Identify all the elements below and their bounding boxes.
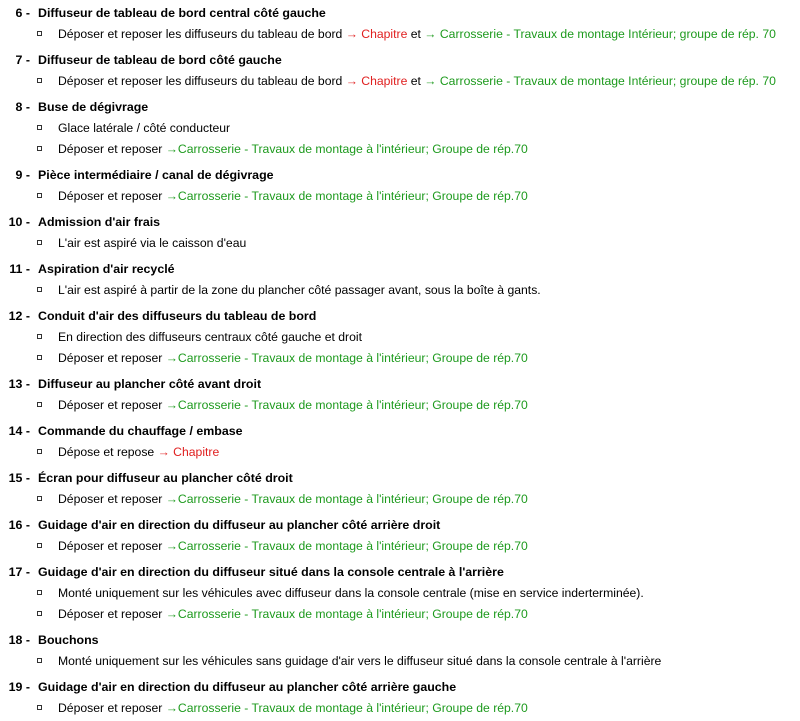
item-text-segment: Déposer et reposer xyxy=(58,492,166,506)
entry-number: 18 - xyxy=(8,633,30,647)
item-text-segment: et xyxy=(407,74,425,88)
item-text-segment: Monté uniquement sur les véhicules sans guidage d'air vers le diffuseur situé dans la console centrale à l'arrière xyxy=(58,654,662,668)
carrosserie-link[interactable]: →Carrosserie - Travaux de montage à l'intérieur; Groupe de rép.70 xyxy=(165,607,528,621)
item-text-segment: L'air est aspiré à partir de la zone du plancher côté passager avant, sous la boîte à gants. xyxy=(58,283,541,297)
list-item xyxy=(0,538,800,554)
entry-title: Guidage d'air en direction du diffuseur au plancher côté arrière droit xyxy=(38,518,441,532)
carrosserie-link[interactable]: →Carrosserie - Travaux de montage à l'intérieur; Groupe de rép.70 xyxy=(165,398,528,412)
list-item-text xyxy=(58,606,528,622)
item-text-segment: Déposer et reposer les diffuseurs du tableau de bord xyxy=(58,27,346,41)
entry-heading xyxy=(0,423,780,439)
square-bullet-icon xyxy=(37,496,42,501)
square-bullet-icon xyxy=(37,449,42,454)
entry-title: Bouchons xyxy=(38,633,99,647)
entry-heading xyxy=(0,99,780,115)
list-item xyxy=(0,606,800,622)
entry-number: 15 - xyxy=(8,471,30,485)
list-item-text xyxy=(58,329,362,345)
entry-heading xyxy=(0,564,780,580)
list-item xyxy=(0,73,800,89)
item-text-segment: Déposer et reposer les diffuseurs du tableau de bord xyxy=(58,74,346,88)
entry-title: Guidage d'air en direction du diffuseur situé dans la console centrale à l'arrière xyxy=(38,565,504,579)
item-text-segment: Déposer et reposer xyxy=(58,142,166,156)
item-text-segment: L'air est aspiré via le caisson d'eau xyxy=(58,236,247,250)
square-bullet-icon xyxy=(37,355,42,360)
item-text-segment: Déposer et reposer xyxy=(58,539,166,553)
list-item xyxy=(0,141,800,157)
entry-heading xyxy=(0,376,780,392)
entry-title: Admission d'air frais xyxy=(38,215,161,229)
item-text-segment: Glace latérale / côté conducteur xyxy=(58,121,231,135)
square-bullet-icon xyxy=(37,705,42,710)
square-bullet-icon xyxy=(37,543,42,548)
list-item xyxy=(0,700,800,716)
entry-title: Diffuseur au plancher côté avant droit xyxy=(38,377,262,391)
entry-number: 12 - xyxy=(8,309,30,323)
carrosserie-link[interactable]: →Carrosserie - Travaux de montage à l'intérieur; Groupe de rép.70 xyxy=(165,142,528,156)
list-item xyxy=(0,350,800,366)
list-item-text xyxy=(58,188,528,204)
carrosserie-link[interactable]: → Carrosserie - Travaux de montage Intérieur; groupe de rép. 70 xyxy=(424,74,776,88)
entry-number: 8 - xyxy=(15,100,30,114)
list-item-text xyxy=(58,141,528,157)
square-bullet-icon xyxy=(37,240,42,245)
entry-heading xyxy=(0,470,780,486)
entry-title: Conduit d'air des diffuseurs du tableau de bord xyxy=(38,309,317,323)
entry-number: 13 - xyxy=(8,377,30,391)
list-item xyxy=(0,188,800,204)
entry-heading xyxy=(0,632,780,648)
entry-heading xyxy=(0,52,780,68)
square-bullet-icon xyxy=(37,78,42,83)
item-text-segment: et xyxy=(407,27,425,41)
square-bullet-icon xyxy=(37,287,42,292)
list-item-text xyxy=(58,120,230,136)
list-item-text xyxy=(58,73,776,89)
square-bullet-icon xyxy=(37,334,42,339)
list-item-text xyxy=(58,397,528,413)
list-item-text xyxy=(58,282,541,298)
item-text-segment: Déposer et reposer xyxy=(58,398,166,412)
entry-title: Commande du chauffage / embase xyxy=(38,424,243,438)
list-item-text xyxy=(58,585,644,601)
chapitre-link[interactable]: → Chapitre xyxy=(345,74,408,88)
square-bullet-icon xyxy=(37,611,42,616)
item-text-segment: Déposer et reposer xyxy=(58,189,166,203)
list-item xyxy=(0,26,800,42)
item-text-segment: Déposer et reposer xyxy=(58,607,166,621)
item-text-segment: En direction des diffuseurs centraux côté gauche et droit xyxy=(58,330,362,344)
entry-title: Diffuseur de tableau de bord côté gauche xyxy=(38,53,282,67)
carrosserie-link[interactable]: →Carrosserie - Travaux de montage à l'intérieur; Groupe de rép.70 xyxy=(165,492,528,506)
list-item-text xyxy=(58,444,219,460)
item-text-segment: Déposer et reposer xyxy=(58,701,166,715)
square-bullet-icon xyxy=(37,31,42,36)
entry-number: 6 - xyxy=(15,6,30,20)
chapitre-link[interactable]: → Chapitre xyxy=(157,445,220,459)
item-text-segment: Monté uniquement sur les véhicules avec diffuseur dans la console centrale (mise en service inderterminée). xyxy=(58,586,644,600)
entry-number: 11 - xyxy=(9,262,30,276)
entry-heading xyxy=(0,517,780,533)
square-bullet-icon xyxy=(37,658,42,663)
list-item-text xyxy=(58,235,246,251)
square-bullet-icon xyxy=(37,402,42,407)
list-item xyxy=(0,585,800,601)
carrosserie-link[interactable]: →Carrosserie - Travaux de montage à l'intérieur; Groupe de rép.70 xyxy=(165,539,528,553)
list-item xyxy=(0,329,800,345)
entry-title: Aspiration d'air recyclé xyxy=(38,262,175,276)
carrosserie-link[interactable]: →Carrosserie - Travaux de montage à l'intérieur; Groupe de rép.70 xyxy=(165,701,528,715)
list-item-text xyxy=(58,653,661,669)
entry-heading xyxy=(0,261,780,277)
entry-number: 7 - xyxy=(15,53,30,67)
entry-number: 16 - xyxy=(8,518,30,532)
list-item-text xyxy=(58,538,528,554)
entry-heading xyxy=(0,167,780,183)
square-bullet-icon xyxy=(37,146,42,151)
list-item-text xyxy=(58,350,528,366)
chapitre-link[interactable]: → Chapitre xyxy=(345,27,408,41)
entry-title: Buse de dégivrage xyxy=(38,100,149,114)
carrosserie-link[interactable]: →Carrosserie - Travaux de montage à l'intérieur; Groupe de rép.70 xyxy=(165,351,528,365)
entry-title: Guidage d'air en direction du diffuseur au plancher côté arrière gauche xyxy=(38,680,457,694)
list-item xyxy=(0,120,800,136)
entry-heading xyxy=(0,308,780,324)
square-bullet-icon xyxy=(37,125,42,130)
item-text-segment: Déposer et reposer xyxy=(58,351,166,365)
entry-title: Écran pour diffuseur au plancher côté droit xyxy=(38,471,293,485)
square-bullet-icon xyxy=(37,590,42,595)
entry-title: Pièce intermédiaire / canal de dégivrage xyxy=(38,168,274,182)
list-item xyxy=(0,397,800,413)
list-item xyxy=(0,653,800,669)
entry-number: 9 - xyxy=(15,168,30,182)
list-item xyxy=(0,235,800,251)
list-item-text xyxy=(58,491,528,507)
list-item xyxy=(0,282,800,298)
square-bullet-icon xyxy=(37,193,42,198)
carrosserie-link[interactable]: →Carrosserie - Travaux de montage à l'intérieur; Groupe de rép.70 xyxy=(165,189,528,203)
entry-number: 10 - xyxy=(8,215,30,229)
entry-number: 19 - xyxy=(8,680,30,694)
list-item-text xyxy=(58,26,776,42)
entry-heading xyxy=(0,679,780,695)
entry-title: Diffuseur de tableau de bord central côté gauche xyxy=(38,6,326,20)
list-item xyxy=(0,444,800,460)
entry-number: 14 - xyxy=(8,424,30,438)
entry-heading xyxy=(0,214,780,230)
entry-heading xyxy=(0,5,780,21)
entry-number: 17 - xyxy=(8,565,30,579)
carrosserie-link[interactable]: → Carrosserie - Travaux de montage Intérieur; groupe de rép. 70 xyxy=(424,27,776,41)
list-item xyxy=(0,491,800,507)
list-item-text xyxy=(58,700,528,716)
item-text-segment: Dépose et repose xyxy=(58,445,158,459)
